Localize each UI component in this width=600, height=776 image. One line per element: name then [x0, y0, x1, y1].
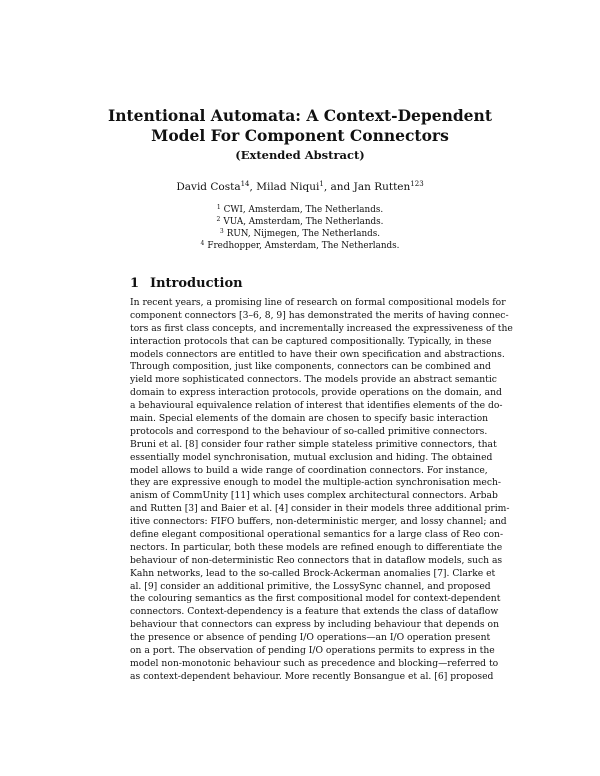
affiliation-sup: 2: [216, 216, 221, 223]
body-line: model non-monotonic behaviour such as precedence and blocking—referred to: [130, 657, 499, 669]
title-line-1: Intentional Automata: A Context-Dependent: [108, 106, 492, 125]
author-name: Jan Rutten: [353, 181, 411, 193]
author-name: David Costa: [176, 181, 241, 193]
body-line: protocols and correspond to the behaviour of so-called primitive connectors.: [130, 425, 488, 437]
body-line: domain to express interaction protocols, provide operations on the domain, and: [130, 387, 502, 399]
affiliation-text: Fredhopper, Amsterdam, The Netherlands.: [207, 241, 400, 251]
affiliation: [0, 216, 600, 228]
body-line: and Rutten [3] and Baier et al. [4] consider in their models three additional prim-: [130, 503, 510, 515]
author-affil-sup: 123: [410, 180, 424, 188]
body-line: on a port. The observation of pending I/O operations permits to express in the: [130, 645, 495, 657]
author-name: Milad Niqui: [256, 181, 320, 193]
affiliation-text: CWI, Amsterdam, The Netherlands.: [223, 205, 384, 215]
affiliation-sup: 3: [219, 228, 224, 235]
author-separator: , and: [323, 181, 354, 193]
body-line: the presence or absence of pending I/O operations—an I/O operation present: [130, 632, 491, 644]
affiliation-sup: 4: [200, 240, 205, 247]
body-line: component connectors [3–6, 8, 9] has demonstrated the merits of having connec-: [130, 309, 509, 321]
affiliation: [0, 240, 600, 252]
affiliation-list: [0, 204, 600, 252]
author-separator: ,: [249, 181, 257, 193]
body-line: yield more sophisticated connectors. The models provide an abstract semantic: [130, 374, 497, 386]
body-line: essentially model synchronisation, mutual exclusion and hiding. The obtained: [130, 451, 493, 463]
body-line: they are expressive enough to model the multiple-action synchronisation mech-: [130, 477, 502, 489]
body-line: tors as first class concepts, and incrementally increased the expressiveness of the: [130, 322, 513, 334]
body-line: connectors. Context-dependency is a feature that extends the class of dataflow: [130, 606, 499, 618]
body-line: models connectors are entitled to have their own specification and abstractions.: [130, 348, 505, 360]
author-list: [0, 181, 600, 193]
author-affil-sup: 1: [319, 180, 324, 188]
body-line: In recent years, a promising line of research on formal compositional models for: [130, 297, 506, 308]
body-line: itive connectors: FIFO buffers, non-deterministic merger, and lossy channel; and: [130, 516, 507, 528]
affiliation-text: VUA, Amsterdam, The Netherlands.: [223, 217, 384, 227]
body-line: the colouring semantics as the first compositional model for context-dependent: [130, 593, 501, 605]
body-line: as context-dependent behaviour. More recently Bonsangue et al. [6] proposed: [130, 670, 494, 682]
body-line: Bruni et al. [8] consider four rather simple stateless primitive connectors, that: [130, 438, 497, 450]
author-affil-sup: 14: [240, 180, 250, 188]
body-text: [130, 297, 513, 684]
body-line: define elegant compositional operational semantics for a large class of Reo con-: [130, 529, 504, 541]
affiliation: [0, 204, 600, 216]
body-line: anism of CommUnity [11] which uses complex architectural connectors. Arbab: [130, 490, 498, 502]
section-heading: [130, 276, 243, 291]
body-line: behaviour of non-deterministic Reo connectors that in dataflow models, such as: [130, 554, 503, 566]
section-title: Introduction: [150, 276, 243, 291]
body-line: model allows to build a wide range of coordination connectors. For instance,: [130, 464, 488, 476]
body-line: nectors. In particular, both these models are refined enough to differentiate the: [130, 541, 503, 553]
body-line: al. [9] consider an additional primitive, the LossySync channel, and proposed: [130, 580, 491, 592]
body-line: Through composition, just like components, connectors can be combined and: [130, 361, 491, 373]
body-line: interaction protocols that can be captured compositionally. Typically, in these: [130, 335, 492, 347]
body-line: behaviour that connectors can express by including behaviour that depends on: [130, 619, 499, 631]
affiliation-sup: 1: [216, 204, 221, 211]
section-number: 1: [130, 276, 140, 291]
title-line-2: Model For Component Connectors: [151, 126, 449, 145]
affiliation-text: RUN, Nijmegen, The Netherlands.: [226, 229, 381, 239]
body-line: a behavioural equivalence relation of interest that identifies elements of the do-: [130, 400, 503, 412]
body-line: main. Special elements of the domain are chosen to specify basic interaction: [130, 413, 489, 425]
body-line: Kahn networks, lead to the so-called Brock-Ackerman anomalies [7]. Clarke et: [130, 567, 496, 579]
affiliation: [0, 228, 600, 240]
subtitle: (Extended Abstract): [235, 148, 365, 162]
